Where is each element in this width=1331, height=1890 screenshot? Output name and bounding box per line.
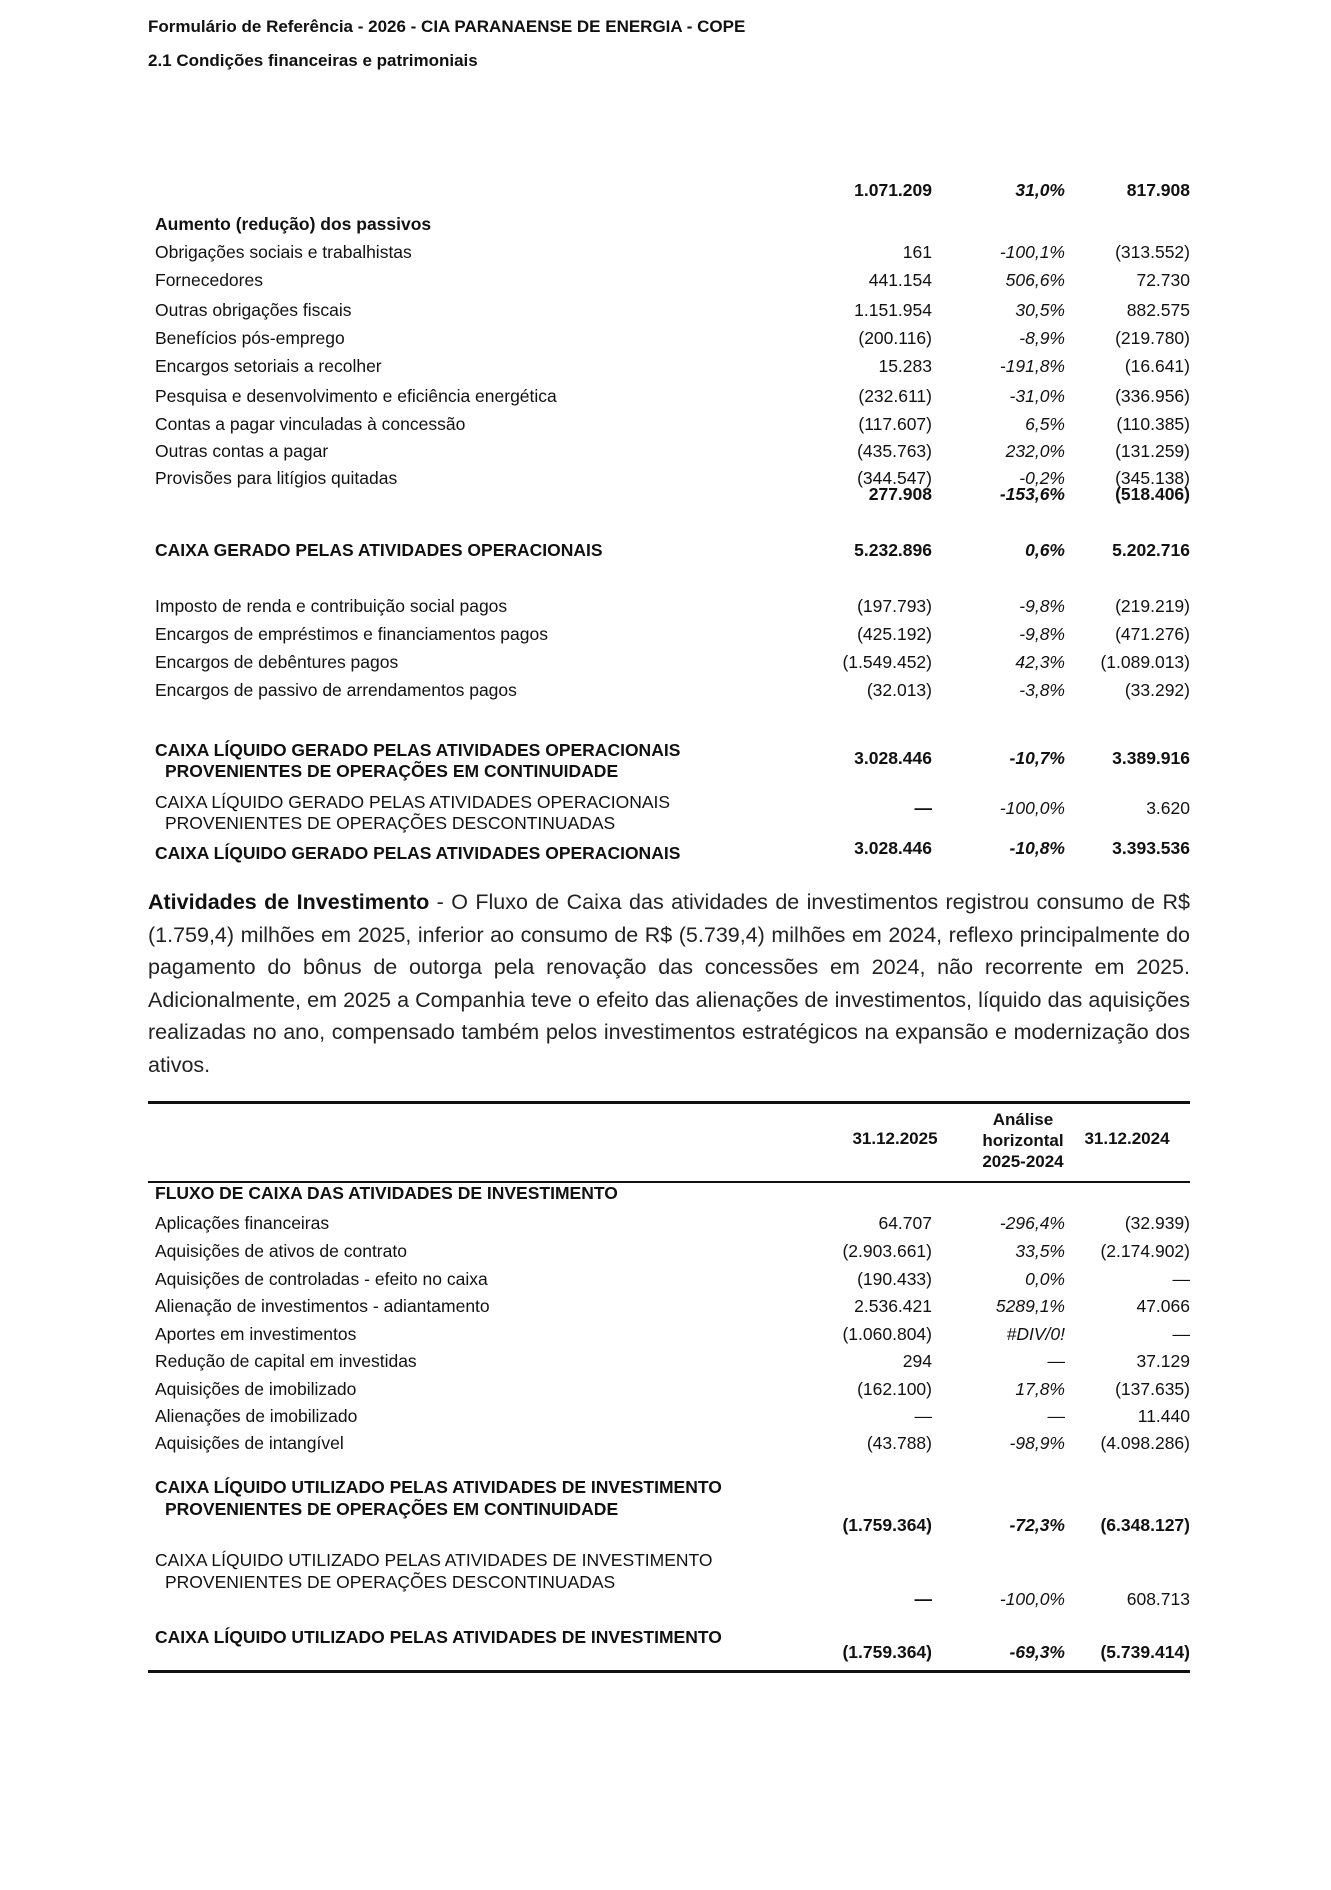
row-value: (313.552) xyxy=(1115,242,1190,262)
row-value: 11.440 xyxy=(1137,1406,1190,1426)
row-value: 5289,1% xyxy=(995,1296,1065,1316)
row-value: (2.903.661) xyxy=(842,1241,932,1261)
investment-heading: FLUXO DE CAIXA DAS ATIVIDADES DE INVESTIMENTO xyxy=(155,1183,618,1203)
row-label: Aportes em investimentos xyxy=(155,1324,357,1344)
row-value: 1.151.954 xyxy=(854,300,932,320)
row-value: 30,5% xyxy=(1015,300,1065,320)
row-value: 17,8% xyxy=(1015,1379,1065,1399)
net-investment-continuing-label-2: PROVENIENTES DE OPERAÇÕES EM CONTINUIDADE xyxy=(165,1499,619,1519)
table-row xyxy=(148,652,1190,674)
net-investment-discontinued-label: CAIXA LÍQUIDO UTILIZADO PELAS ATIVIDADES DE INVESTIMENTO xyxy=(155,1550,713,1570)
row-value: -9,8% xyxy=(1019,624,1065,644)
row-value: (219.219) xyxy=(1115,596,1190,616)
row-label: Aquisições de imobilizado xyxy=(155,1379,357,1399)
row-value: (43.788) xyxy=(866,1433,932,1453)
table-row xyxy=(148,1351,1190,1373)
row-label: Encargos de passivo de arrendamentos pagos xyxy=(155,680,517,700)
row-value: 37.129 xyxy=(1136,1351,1190,1371)
document-header-title: Formulário de Referência - 2026 - CIA PARANAENSE DE ENERGIA - COPE xyxy=(148,17,746,36)
table-row xyxy=(148,356,1190,378)
row-value: -0,2% xyxy=(1019,468,1065,488)
row-label: Obrigações sociais e trabalhistas xyxy=(155,242,412,262)
row-value: (435.763) xyxy=(857,441,932,461)
table-bottom-rule xyxy=(148,1670,1190,1673)
row-value: 232,0% xyxy=(1005,441,1065,461)
table-row xyxy=(148,680,1190,702)
row-value: (117.607) xyxy=(858,414,932,434)
row-value: 47.066 xyxy=(1136,1296,1190,1316)
net-operating-continuing-label-2: PROVENIENTES DE OPERAÇÕES EM CONTINUIDADE xyxy=(165,761,619,781)
row-label: Encargos de debêntures pagos xyxy=(155,652,399,672)
row-value: (336.956) xyxy=(1115,386,1190,406)
row-value: 294 xyxy=(902,1351,932,1371)
row-value: (137.635) xyxy=(1115,1379,1190,1399)
net-investment-discontinued-row: — -100,0% 608.713 xyxy=(914,1589,1190,1609)
row-label: Aquisições de ativos de contrato xyxy=(155,1241,407,1261)
table-row xyxy=(148,624,1190,646)
row-value: (33.292) xyxy=(1124,680,1190,700)
row-label: Benefícios pós-emprego xyxy=(155,328,345,348)
table-row xyxy=(148,1241,1190,1263)
table-row xyxy=(148,270,1190,292)
row-label: Outras contas a pagar xyxy=(155,441,329,461)
row-value: (471.276) xyxy=(1115,624,1190,644)
row-label: Fornecedores xyxy=(155,270,263,290)
paragraph-text: - O Fluxo de Caixa das atividades de investimentos registrou consumo de R$ (1.759,4) milhões em 2025, inferior ao consumo de R$ (5.739,4) milhões em 2024, reflexo principalmente do pagamento do bônus de outorga pela renovação das concessões em 2024, não recorrente em 2025. Adicionalmente, em 2025 a Companhia teve o efeito das alienações de investimentos, líquido das aquisições realizadas no ano, compensado também pelos investimentos estratégicos na expansão e modernização dos ativos. xyxy=(148,890,1190,1077)
row-value: (232.611) xyxy=(858,386,932,406)
row-value: 882.575 xyxy=(1126,300,1190,320)
row-value: (162.100) xyxy=(857,1379,932,1399)
table-row xyxy=(148,441,1190,463)
column-header-2024: 31.12.2024 xyxy=(1084,1129,1170,1148)
row-label: Aquisições de intangível xyxy=(155,1433,344,1453)
row-value: — xyxy=(1047,1351,1065,1371)
net-investment-continuing-row: (1.759.364) -72,3% (6.348.127) xyxy=(842,1515,1190,1535)
row-value: (200.116) xyxy=(858,328,932,348)
row-value: — xyxy=(1047,1406,1065,1426)
row-value: (16.641) xyxy=(1124,356,1190,376)
row-value: (219.780) xyxy=(1115,328,1190,348)
table-row xyxy=(148,328,1190,350)
row-value: 15.283 xyxy=(878,356,932,376)
column-header-analysis-1: Análise xyxy=(992,1110,1054,1129)
table-row xyxy=(148,596,1190,618)
net-operating-total-row: CAIXA LÍQUIDO GERADO PELAS ATIVIDADES OPERACIONAIS 3.028.446 -10,8% 3.393.536 xyxy=(155,838,1190,863)
row-value: 6,5% xyxy=(1025,414,1065,434)
table-row xyxy=(148,1433,1190,1455)
table-row xyxy=(148,1379,1190,1401)
row-value: — xyxy=(914,1406,932,1426)
row-value: -296,4% xyxy=(999,1213,1065,1233)
row-value: -9,8% xyxy=(1019,596,1065,616)
table-row xyxy=(148,1269,1190,1291)
row-value: 161 xyxy=(902,242,932,262)
row-label: Contas a pagar vinculadas à concessão xyxy=(155,414,466,434)
row-label: Outras obrigações fiscais xyxy=(155,300,352,320)
paragraph-lead: Atividades de Investimento xyxy=(148,890,430,914)
row-value: (4.098.286) xyxy=(1100,1433,1190,1453)
row-label: Alienações de imobilizado xyxy=(155,1406,358,1426)
row-label: Alienação de investimentos - adiantamento xyxy=(155,1296,490,1316)
net-investment-total-row: (1.759.364) -69,3% (5.739.414) xyxy=(842,1642,1190,1662)
row-value: (32.939) xyxy=(1124,1213,1190,1233)
table-row xyxy=(148,1296,1190,1318)
row-value: 72.730 xyxy=(1136,270,1190,290)
row-label: Aplicações financeiras xyxy=(155,1213,330,1233)
row-value: (2.174.902) xyxy=(1100,1241,1190,1261)
row-value: -100,1% xyxy=(999,242,1065,262)
net-operating-discontinued-label: CAIXA LÍQUIDO GERADO PELAS ATIVIDADES OPERACIONAIS xyxy=(155,792,671,812)
row-label: Pesquisa e desenvolvimento e eficiência energética xyxy=(155,386,557,406)
row-value: 42,3% xyxy=(1015,652,1065,672)
row-value: (344.547) xyxy=(857,468,932,488)
row-value: 441.154 xyxy=(868,270,932,290)
row-label: Imposto de renda e contribuição social pagos xyxy=(155,596,508,616)
net-operating-discontinued-label-2: PROVENIENTES DE OPERAÇÕES DESCONTINUADAS xyxy=(165,813,616,833)
net-operating-continuing-row: 3.028.446 -10,7% 3.389.916 xyxy=(854,748,1190,768)
column-header-analysis-2: horizontal xyxy=(982,1131,1064,1150)
row-label: Aquisições de controladas - efeito no caixa xyxy=(155,1269,488,1289)
row-value: (425.192) xyxy=(857,624,932,644)
row-value: -31,0% xyxy=(1009,386,1065,406)
table-row: 1.071.209 31,0% 817.908 xyxy=(854,180,1190,200)
table-row xyxy=(148,300,1190,322)
row-value: (190.433) xyxy=(857,1269,932,1289)
net-operating-continuing-label: CAIXA LÍQUIDO GERADO PELAS ATIVIDADES OPERACIONAIS xyxy=(155,740,681,760)
row-label: Encargos setoriais a recolher xyxy=(155,356,382,376)
net-investment-continuing-label: CAIXA LÍQUIDO UTILIZADO PELAS ATIVIDADES DE INVESTIMENTO xyxy=(155,1477,722,1497)
row-value: (1.549.452) xyxy=(842,652,932,672)
row-value: #DIV/0! xyxy=(1006,1324,1065,1344)
row-value: — xyxy=(1172,1324,1190,1344)
row-value: 0,0% xyxy=(1025,1269,1065,1289)
row-value: (32.013) xyxy=(866,680,932,700)
row-value: (345.138) xyxy=(1115,468,1190,488)
row-value: — xyxy=(1172,1269,1190,1289)
row-label: Provisões para litígios quitadas xyxy=(155,468,398,488)
row-value: (131.259) xyxy=(1115,441,1190,461)
table-row xyxy=(148,1324,1190,1346)
row-value: 2.536.421 xyxy=(854,1296,932,1316)
liabilities-heading: Aumento (redução) dos passivos xyxy=(155,214,432,234)
net-operating-discontinued-row: — -100,0% 3.620 xyxy=(914,798,1190,818)
row-value: -191,8% xyxy=(999,356,1065,376)
row-value: 506,6% xyxy=(1005,270,1065,290)
table-row xyxy=(148,386,1190,408)
row-value: -8,9% xyxy=(1019,328,1065,348)
row-value: (1.089.013) xyxy=(1100,652,1190,672)
table-row xyxy=(148,242,1190,264)
cash-generated-row: CAIXA GERADO PELAS ATIVIDADES OPERACIONAIS 5.232.896 0,6% 5.202.716 xyxy=(155,540,1190,560)
table-top-rule xyxy=(148,1101,1190,1104)
row-value: -98,9% xyxy=(1009,1433,1065,1453)
table-row xyxy=(148,1406,1190,1428)
row-label: Encargos de empréstimos e financiamentos pagos xyxy=(155,624,548,644)
row-label: Redução de capital em investidas xyxy=(155,1351,417,1371)
section-title: 2.1 Condições financeiras e patrimoniais xyxy=(148,51,478,70)
net-investment-total-label: CAIXA LÍQUIDO UTILIZADO PELAS ATIVIDADES DE INVESTIMENTO xyxy=(155,1627,722,1647)
investment-activities-paragraph xyxy=(148,886,1190,1081)
liabilities-total-row: 277.908 -153,6% (518.406) xyxy=(868,484,1190,504)
table-header-rule xyxy=(148,1181,1190,1183)
row-value: (110.385) xyxy=(1116,414,1190,434)
row-value: 33,5% xyxy=(1015,1241,1065,1261)
row-value: 64.707 xyxy=(878,1213,932,1233)
table-row xyxy=(148,414,1190,436)
column-header-2025: 31.12.2025 xyxy=(852,1129,938,1148)
row-value: (1.060.804) xyxy=(842,1324,932,1344)
row-value: -3,8% xyxy=(1019,680,1065,700)
table-row xyxy=(148,1213,1190,1235)
net-investment-discontinued-label-2: PROVENIENTES DE OPERAÇÕES DESCONTINUADAS xyxy=(165,1572,616,1592)
row-value: (197.793) xyxy=(857,596,932,616)
column-header-analysis-3: 2025-2024 xyxy=(982,1152,1064,1171)
